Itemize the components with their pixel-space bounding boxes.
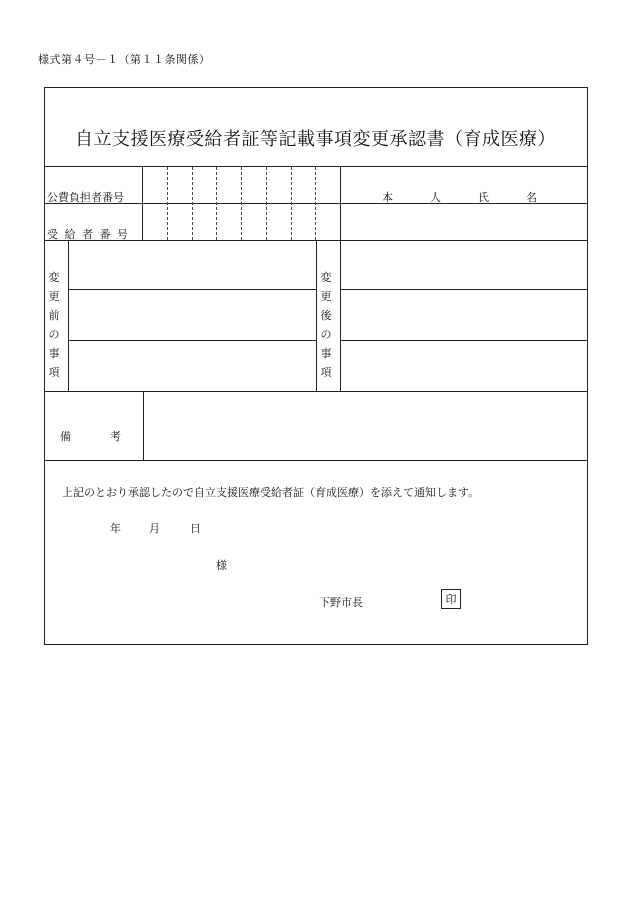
recipient-honorific: 様 <box>216 559 227 572</box>
recipient-number-label: 受給者番号 <box>47 228 135 241</box>
after-change-label: 変 更 後 の 事 項 <box>320 271 332 379</box>
document-title: 自立支援医療受給者証等記載事項変更承認書（育成医療） <box>75 129 556 150</box>
notice-text: 上記のとおり承認したので自立支援医療受給者証（育成医療）を添えて通知します。 <box>62 486 480 499</box>
form-number-label: 様式第４号－１（第１１条関係） <box>38 53 211 66</box>
issuer-name: 下野市長 <box>319 596 363 609</box>
public-payer-number-label: 公費負担者番号 <box>47 191 124 204</box>
before-change-label: 変 更 前 の 事 項 <box>48 271 60 379</box>
seal-box: 印 <box>441 589 461 609</box>
